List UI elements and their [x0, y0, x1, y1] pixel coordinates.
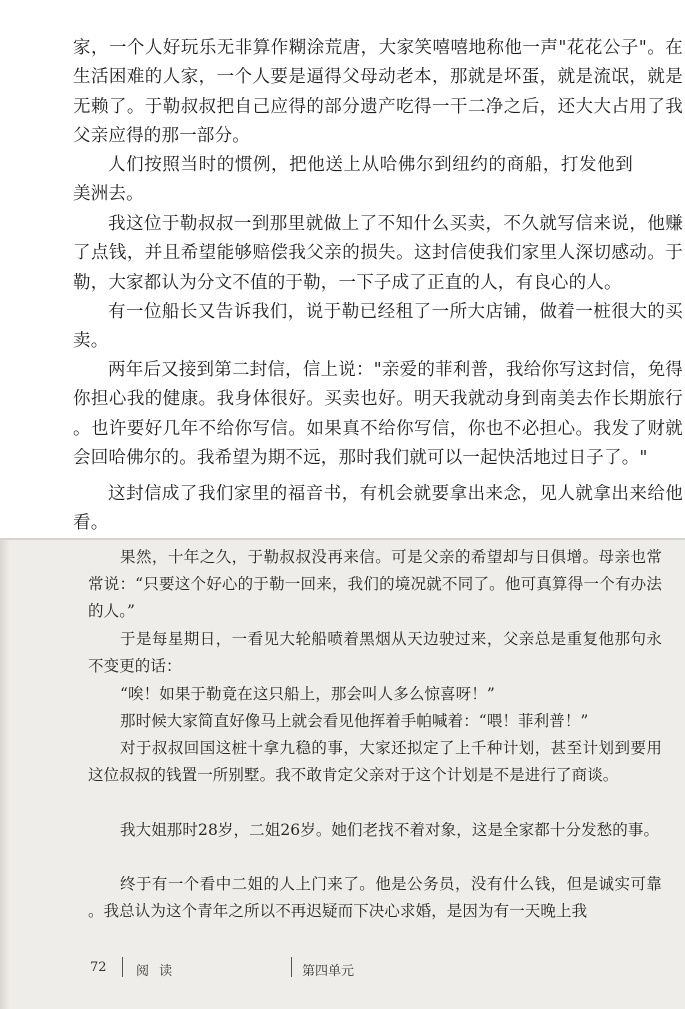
paragraph: “唉！如果于勒竟在这只船上，那会叫人多么惊喜呀！” — [120, 685, 495, 703]
paragraph: 于是每星期日，一看见大轮船喷着黑烟从天边驶过来，父亲总是重复他那句永不变更的话： — [88, 630, 662, 676]
paragraph: 果然，十年之久，于勒叔叔没再来信。可是父亲的希望却与日俱增。母亲也常常说：“只要这个好心的于勒一回来，我们的境况就不同了。他可真算得一个有办法的人。” — [88, 548, 662, 621]
paragraph: 这封信成了我们家里的福音书，有机会就要拿出来念，见人就拿出来给他看。 — [73, 484, 683, 534]
unit-label: 第四单元 — [302, 964, 355, 979]
paragraph: 有一位船长又告诉我们，说于勒已经租了一所大店铺，做着一桩很大的买卖。 — [73, 302, 683, 352]
page-number: 72 — [90, 960, 107, 975]
paragraph: 家，一个人好玩乐无非算作糊涂荒唐，大家笑嘻嘻地称他一声"花花公子"。在生活困难的人家，一个人要是逼得父母动老本，那就是坏蛋，就是流氓，就是无赖了。于勒叔叔把自己应得的部分遗产吃得一干二净之后，还大大占用了我父亲应得的那一部分。 — [73, 38, 683, 146]
paragraph: 人们按照当时的惯例，把他送上从哈佛尔到纽约的商船，打发他到美洲去。 — [73, 155, 633, 205]
paragraph: 终于有一个看中二姐的人上门来了。他是公务员，没有什么钱，但是诚实可靠。我总认为这个青年之所以不再迟疑而下决心求婚，是因为有一天晚上我 — [88, 875, 662, 921]
paragraph: 对于叔叔回国这桩十拿九稳的事，大家还拟定了上千种计划，甚至计划到要用这位叔叔的钱置一所别墅。我不敢肯定父亲对于这个计划是不是进行了商谈。 — [88, 739, 662, 785]
paragraph: 两年后又接到第二封信，信上说："亲爱的菲利普，我给你写这封信，免得你担心我的健康。我身体很好。买卖也好。明天我就动身到南美去作长期旅行。也许要好几年不给你写信。如果真不给你写信，你也不必担心。我发了财就会回哈佛尔的。我希望为期不远，那时我们就可以一起快活地过日子了。" — [73, 360, 683, 468]
paragraph: 我大姐那时28岁，二姐26岁。她们老找不着对象，这是全家都十分发愁的事。 — [120, 821, 660, 839]
book-section-label: 阅 读 — [136, 964, 176, 979]
page-gutter-shadow — [0, 540, 10, 1009]
paragraph: 我这位于勒叔叔一到那里就做上了不知什么买卖，不久就写信来说，他赚了点钱，并且希望能够赔偿我父亲的损失。这封信使我们家里人深切感动。于勒，大家都认为分文不值的于勒，一下子成了正直的人，有良心的人。 — [73, 214, 683, 293]
footer-divider — [291, 957, 292, 977]
footer-divider — [122, 957, 123, 977]
paragraph: 那时候大家简直好像马上就会看见他挥着手帕喊着：“喂！菲利普！” — [120, 712, 589, 730]
